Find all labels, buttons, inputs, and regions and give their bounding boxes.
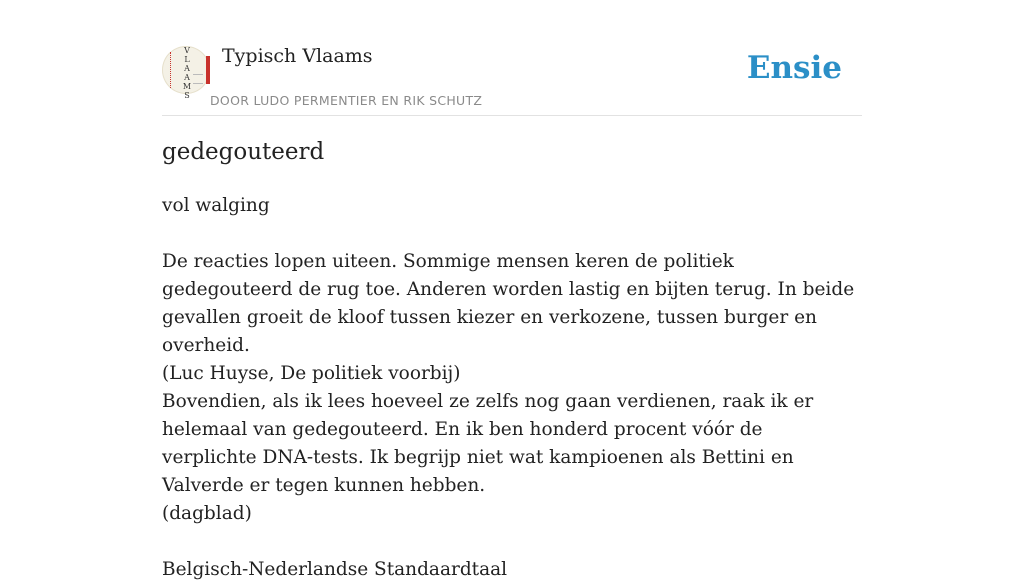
site-header [162, 0, 862, 116]
ensie-logo-link[interactable]: Ensie [746, 50, 842, 86]
entry-title: gedegouteerd [162, 139, 325, 165]
site-title[interactable]: Typisch Vlaams [222, 45, 373, 67]
authors-byline: DOOR LUDO PERMENTIER EN RIK SCHUTZ [210, 93, 483, 108]
cover-letters: V L A A M S [182, 46, 192, 100]
page-container [162, 0, 862, 580]
entry-source-1: (Luc Huyse, De politiek voorbij) [162, 363, 461, 384]
cover-text-lines [193, 74, 203, 84]
entry-definition: vol walging [162, 195, 270, 216]
paragraph-gap [162, 220, 862, 248]
entry-content [162, 192, 862, 584]
book-cover-avatar[interactable] [162, 46, 210, 100]
entry-quote-2: Bovendien, als ik lees hoeveel ze zelfs nog gaan verdienen, raak ik er helemaal van gedegouteerd. En ik ben honderd procent vóór de verplichte DNA-tests. Ik begrijp niet wat kampioenen als Bettini en Valverde er tegen kunnen hebben. [162, 391, 814, 496]
cover-dotted-line [170, 52, 175, 88]
paragraph-gap [162, 528, 862, 556]
entry-quote-1: De reacties lopen uiteen. Sommige mensen keren de politiek gedegouteerd de rug toe. Anderen worden lastig en bijten terug. In beide gevallen groeit de kloof tussen kiezer en verkozene, tussen burger en overheid. [162, 251, 855, 356]
cover-red-bar [206, 56, 210, 84]
entry-source-2: (dagblad) [162, 503, 252, 524]
entry-equivalent: Belgisch-Nederlandse Standaardtaal [162, 559, 508, 580]
